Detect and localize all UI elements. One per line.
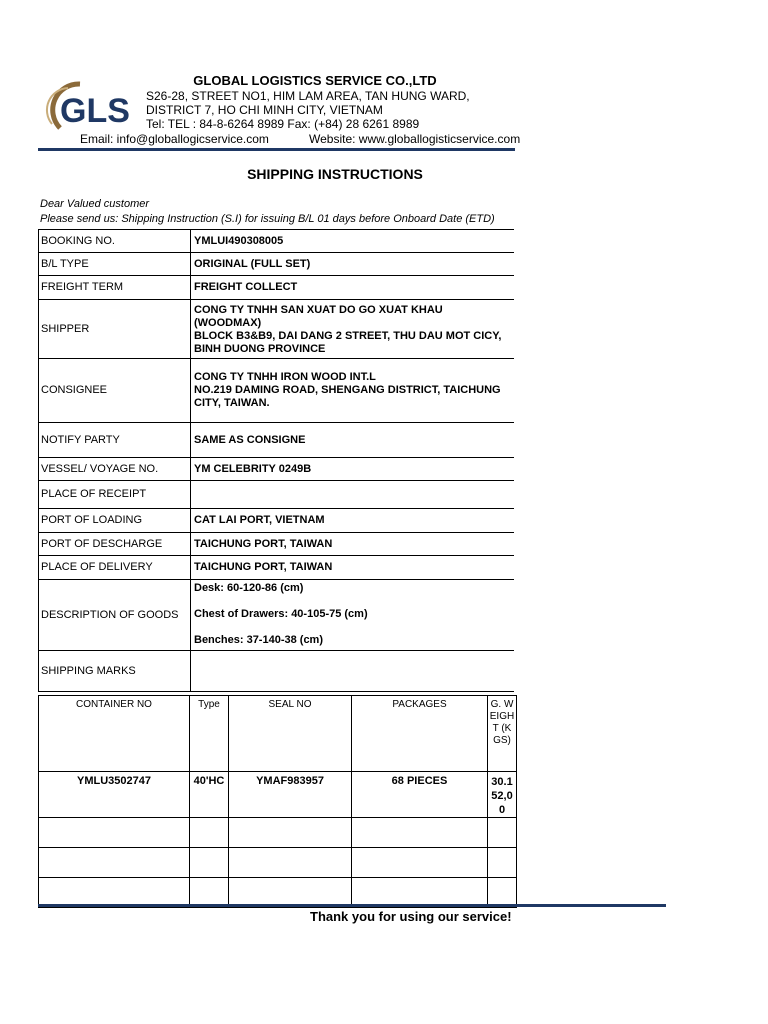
empty-cell [190,848,229,878]
consignee-line2: NO.219 DAMING ROAD, SHENGANG DISTRICT, TAICHUNG [194,384,501,396]
label-bl-type: B/L TYPE [39,253,191,276]
label-shipper: SHIPPER [39,300,191,359]
company-phone: Tel: TEL : 84-8-6264 8989 Fax: (+84) 28 6261 8989 [146,117,420,131]
shipper-line2: BLOCK B3&B9, DAI DANG 2 STREET, THU DAU MOT CICY, [194,330,502,342]
table-row-empty [39,878,517,908]
empty-cell [229,848,352,878]
consignee-line1: CONG TY TNHH IRON WOOD INT.L [194,371,376,383]
label-vessel-voyage: VESSEL/ VOYAGE NO. [39,458,191,481]
label-booking-no: BOOKING NO. [39,230,191,253]
value-bl-type: ORIGINAL (FULL SET) [191,253,515,276]
cell-packages: 68 PIECES [352,772,488,818]
value-description-of-goods [191,580,515,651]
goods-item: Chest of Drawers: 40-105-75 (cm) [194,608,368,620]
empty-cell [229,818,352,848]
row-shipping-marks [39,651,515,692]
header-container-no: CONTAINER NO [39,696,190,772]
value-port-of-loading: CAT LAI PORT, VIETNAM [191,509,515,533]
row-place-of-receipt [39,481,515,509]
empty-cell [190,878,229,908]
value-shipping-marks [191,651,515,692]
empty-cell [229,878,352,908]
container-header-row [39,696,517,772]
greeting: Dear Valued customer [40,198,150,210]
row-notify-party [39,423,515,458]
label-port-of-discharge: PORT OF DESCHARGE [39,533,191,556]
row-port-of-loading [39,509,515,533]
label-port-of-loading: PORT OF LOADING [39,509,191,533]
cell-gross-weight: 30.152,00 [488,772,517,818]
row-description-of-goods [39,580,515,651]
empty-cell [39,818,190,848]
company-name: GLOBAL LOGISTICS SERVICE CO.,LTD [193,73,437,88]
empty-cell [488,818,517,848]
empty-cell [352,848,488,878]
shipper-line1: CONG TY TNHH SAN XUAT DO GO XUAT KHAU (WOODMAX) [194,304,443,329]
label-freight-term: FREIGHT TERM [39,276,191,300]
value-freight-term: FREIGHT COLLECT [191,276,515,300]
container-table [38,695,517,908]
value-place-of-delivery: TAICHUNG PORT, TAIWAN [191,556,515,580]
row-shipper [39,300,515,359]
row-place-of-delivery [39,556,515,580]
empty-cell [488,848,517,878]
label-place-of-delivery: PLACE OF DELIVERY [39,556,191,580]
cell-container-no: YMLU3502747 [39,772,190,818]
label-place-of-receipt: PLACE OF RECEIPT [39,481,191,509]
label-notify-party: NOTIFY PARTY [39,423,191,458]
value-notify-party: SAME AS CONSIGNE [191,423,515,458]
goods-item: Desk: 60-120-86 (cm) [194,582,304,594]
consignee-line3: CITY, TAIWAN. [194,397,270,409]
company-website: Website: www.globallogisticservice.com [309,132,521,146]
label-description-of-goods: DESCRIPTION OF GOODS [39,580,191,651]
row-consignee [39,359,515,423]
row-port-of-discharge [39,533,515,556]
company-email: Email: info@globallogicservice.com [80,132,269,146]
company-address-line2: DISTRICT 7, HO CHI MINH CITY, VIETNAM [146,103,383,117]
label-consignee: CONSIGNEE [39,359,191,423]
header-type: Type [190,696,229,772]
table-row-empty [39,848,517,878]
empty-cell [352,818,488,848]
value-consignee [191,359,515,423]
table-row-empty [39,818,517,848]
value-place-of-receipt [191,481,515,509]
header-divider [38,148,515,151]
header-seal-no: SEAL NO [229,696,352,772]
thank-you-message: Thank you for using our service! [310,909,512,924]
empty-cell [352,878,488,908]
row-booking-no [39,230,515,253]
label-shipping-marks: SHIPPING MARKS [39,651,191,692]
document-title: SHIPPING INSTRUCTIONS [247,166,423,182]
footer-divider [38,904,666,907]
row-freight-term [39,276,515,300]
row-vessel-voyage [39,458,515,481]
value-booking-no: YMLUI490308005 [191,230,515,253]
logo-text: GLS [60,92,130,130]
instruction-note: Please send us: Shipping Instruction (S.I) for issuing B/L 01 days before Onboard Date (ETD) [40,213,495,225]
empty-cell [190,818,229,848]
empty-cell [39,878,190,908]
empty-cell [39,848,190,878]
shipper-line3: BINH DUONG PROVINCE [194,343,326,355]
header-packages: PACKAGES [352,696,488,772]
value-shipper [191,300,515,359]
value-port-of-discharge: TAICHUNG PORT, TAIWAN [191,533,515,556]
empty-cell [488,878,517,908]
shipping-instruction-table [38,229,514,692]
value-vessel-voyage: YM CELEBRITY 0249B [191,458,515,481]
header-gross-weight: G. WEIGHT (KGS) [488,696,517,772]
goods-item: Benches: 37-140-38 (cm) [194,634,324,646]
company-address-line1: S26-28, STREET NO1, HIM LAM AREA, TAN HUNG WARD, [146,89,470,103]
cell-seal-no: YMAF983957 [229,772,352,818]
table-row [39,772,517,818]
cell-type: 40'HC [190,772,229,818]
row-bl-type [39,253,515,276]
